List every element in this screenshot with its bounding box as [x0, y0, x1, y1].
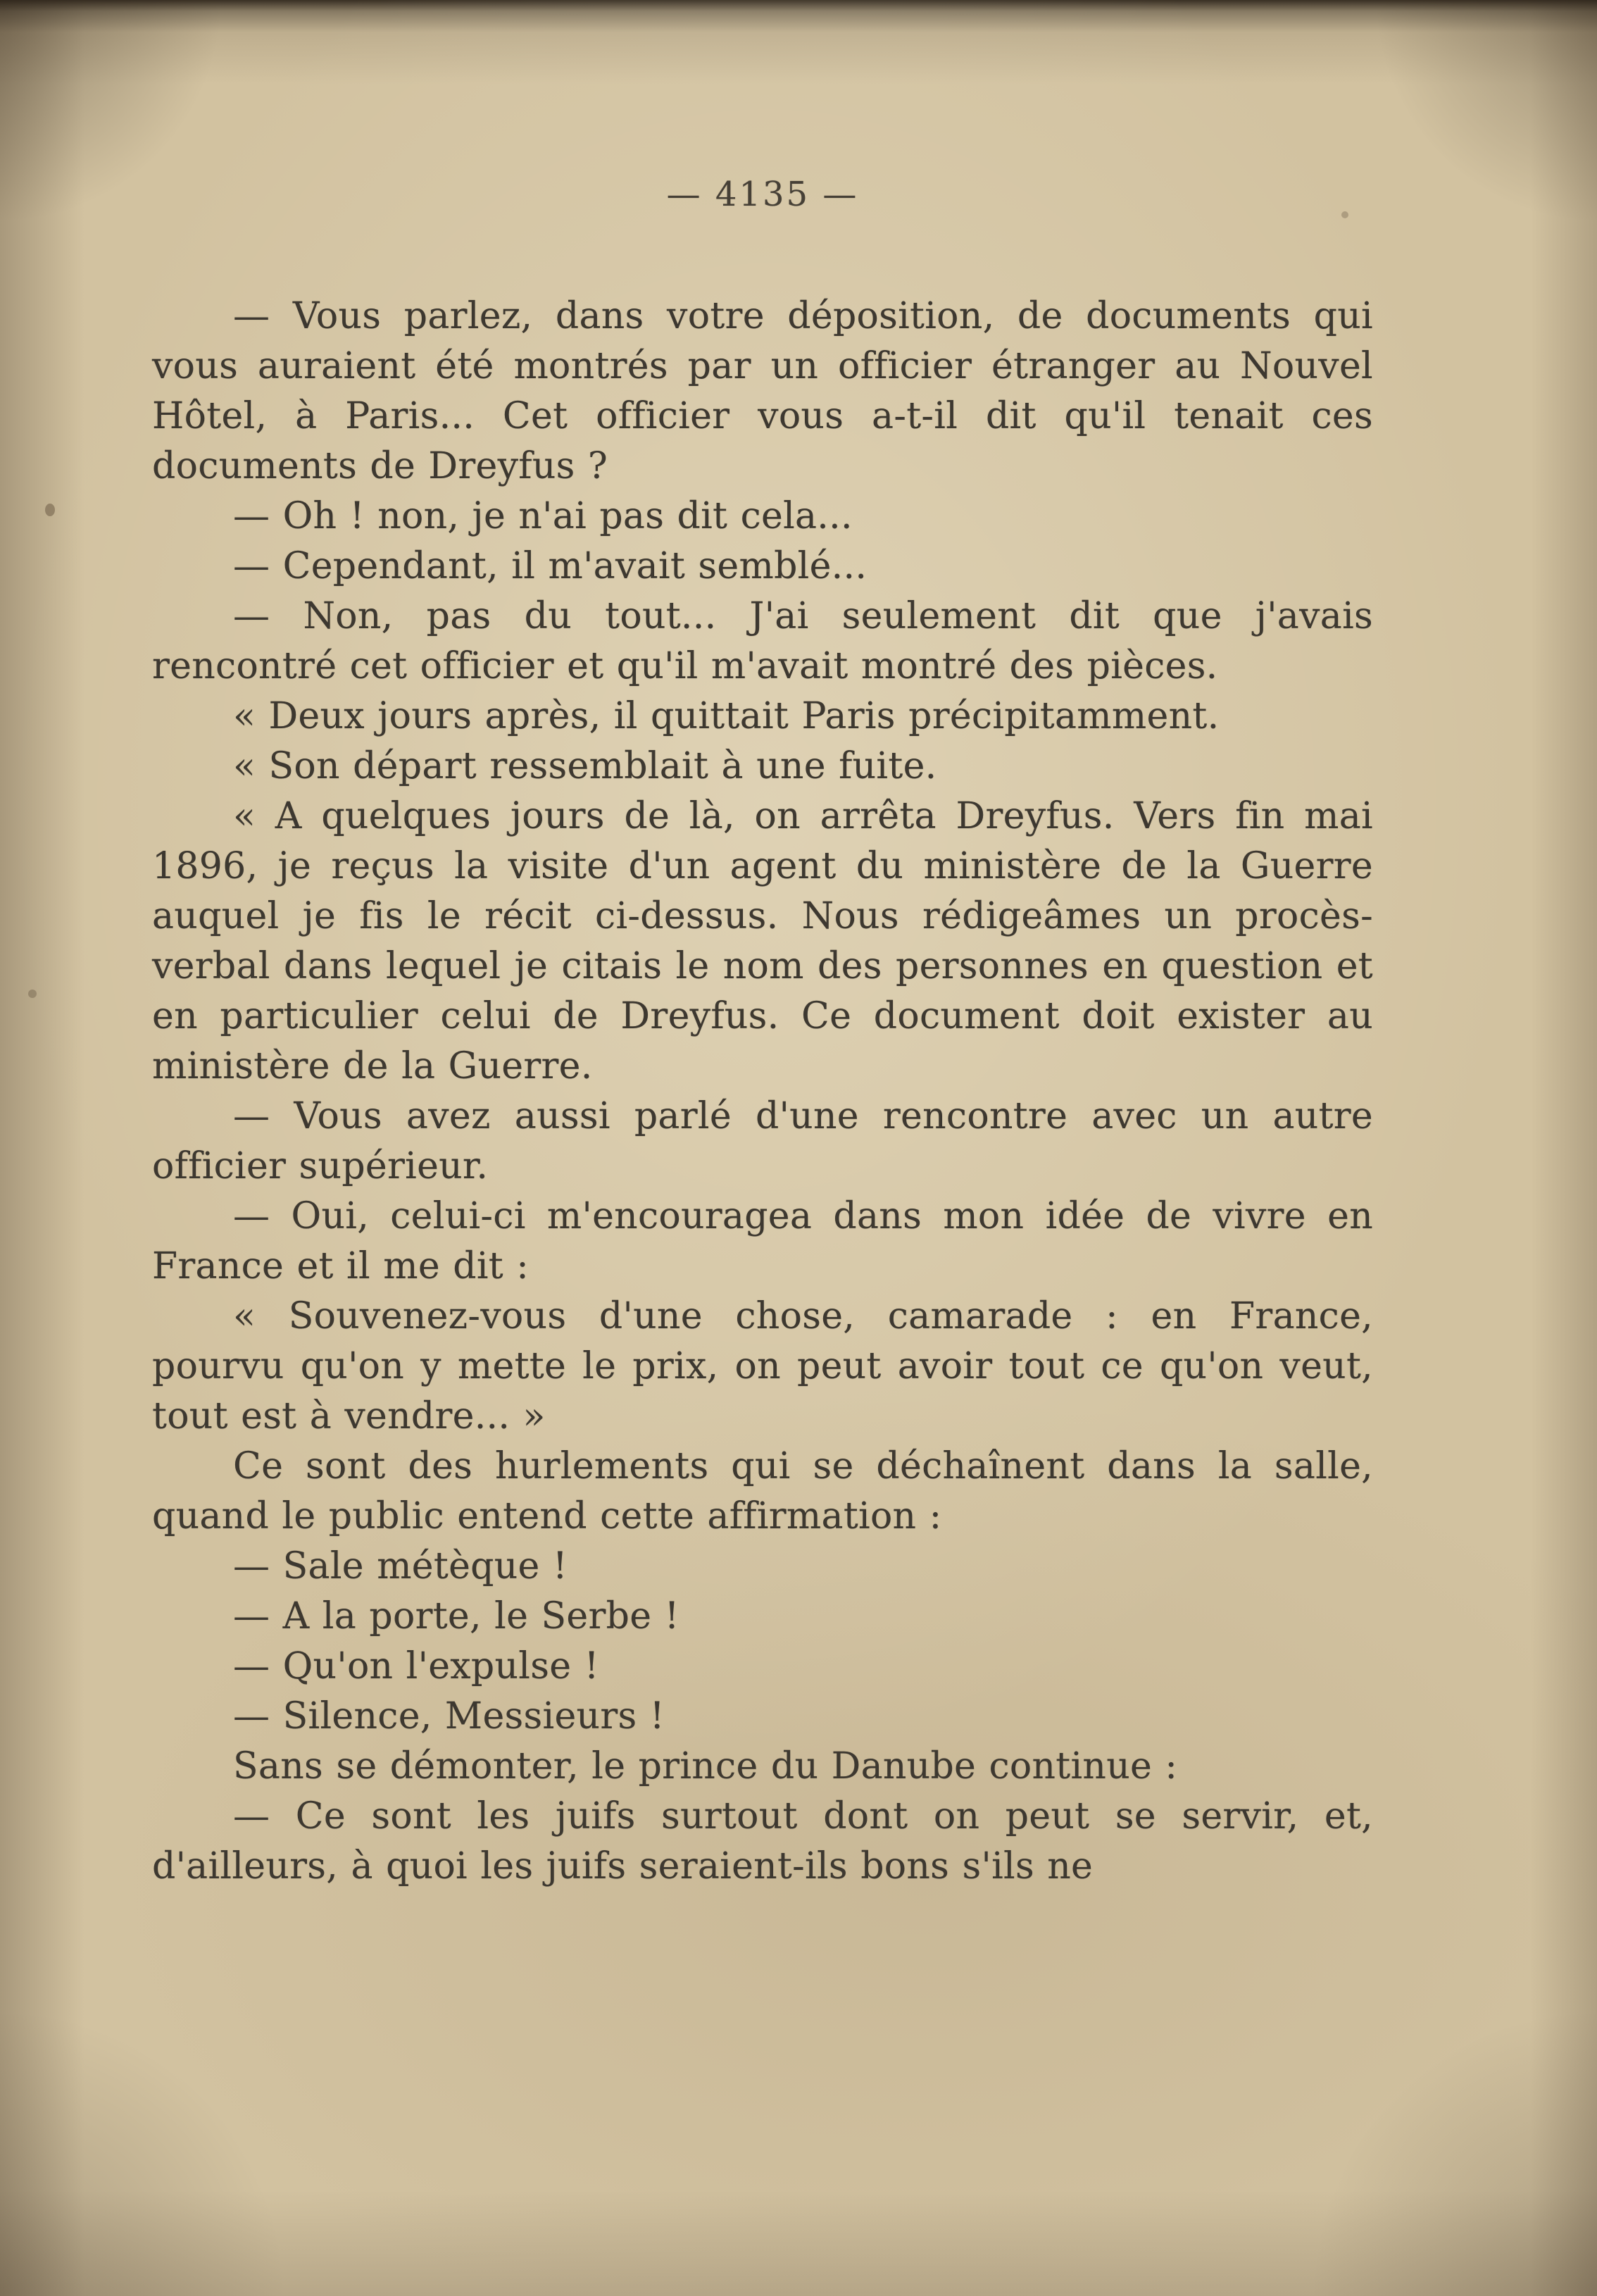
paragraph: — Silence, Messieurs !	[233, 1695, 665, 1737]
body-text	[152, 292, 1373, 1892]
paragraph: — Qu'on l'expulse !	[233, 1645, 599, 1687]
paragraph: — Sale métèque !	[233, 1545, 568, 1587]
paragraph: « Son départ ressemblait à une fuite.	[233, 745, 937, 787]
paragraph: Ce sont des hurlements qui se déchaînent dans la salle, quand le public entend cette affirmation :	[152, 1445, 1373, 1537]
paragraph: — Cependant, il m'avait semblé...	[233, 545, 868, 587]
paragraph: « Deux jours après, il quittait Paris précipitamment.	[233, 695, 1220, 737]
paper-speck	[45, 504, 55, 516]
page-number: — 4135 —	[666, 175, 859, 214]
paragraph: — Vous parlez, dans votre déposition, de documents qui vous auraient été montrés par un officier étranger au Nouvel Hôtel, à Paris... Cet officier vous a-t-il dit qu'il tenait ces documents de Dreyfus ?	[152, 295, 1373, 487]
paragraph: — Oh ! non, je n'ai pas dit cela...	[233, 495, 853, 537]
paragraph: — Oui, celui-ci m'encouragea dans mon idée de vivre en France et il me dit :	[152, 1195, 1373, 1287]
paragraph: « Souvenez-vous d'une chose, camarade : en France, pourvu qu'on y mette le prix, on peut avoir tout ce qu'on veut, tout est à vendre... »	[152, 1295, 1373, 1437]
paragraph: « A quelques jours de là, on arrêta Dreyfus. Vers fin mai 1896, je reçus la visite d'un agent du ministère de la Guerre auquel je fis le récit ci-dessus. Nous rédigeâmes un procès-verbal dans lequel je citais le nom des personnes en question et en particulier celui de Dreyfus. Ce document doit exister au ministère de la Guerre.	[152, 795, 1373, 1087]
paragraph: Sans se démonter, le prince du Danube continue :	[233, 1745, 1178, 1787]
paragraph: — Vous avez aussi parlé d'une rencontre avec un autre officier supérieur.	[152, 1095, 1373, 1187]
paragraph: — Ce sont les juifs surtout dont on peut se servir, et, d'ailleurs, à quoi les juifs seraient-ils bons s'ils ne	[152, 1795, 1373, 1888]
paragraph: — A la porte, le Serbe !	[233, 1595, 679, 1637]
paper-speck	[28, 990, 37, 998]
paragraph: — Non, pas du tout... J'ai seulement dit que j'avais rencontré cet officier et qu'il m'avait montré des pièces.	[152, 595, 1373, 687]
